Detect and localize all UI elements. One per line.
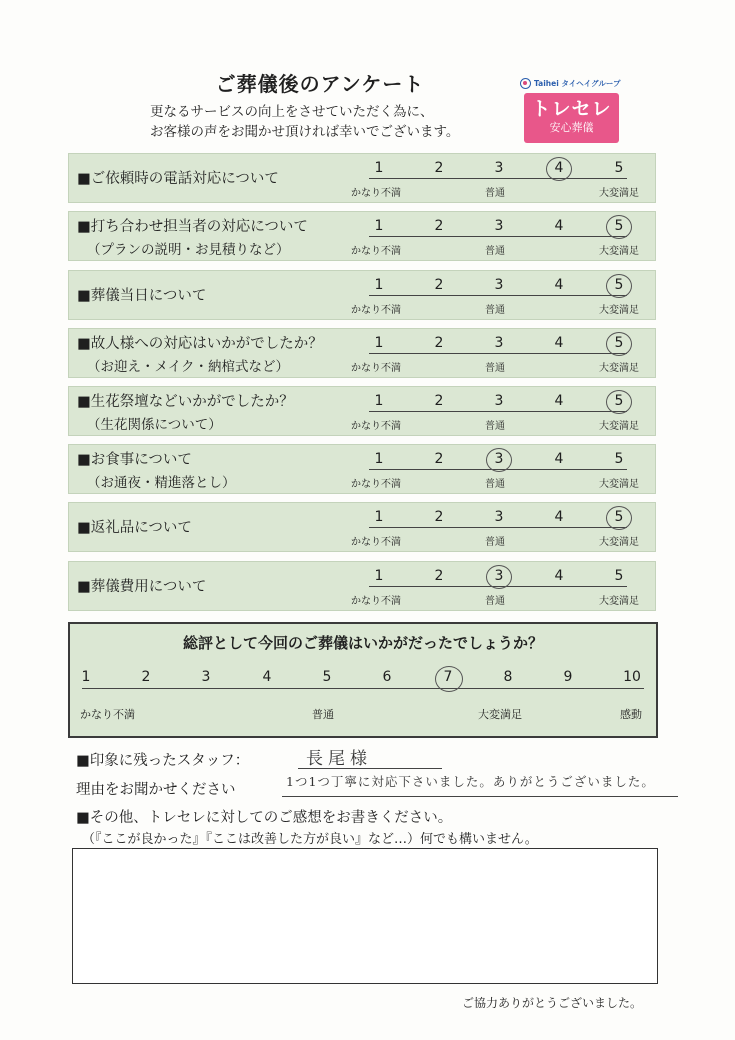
- brand-box: [524, 93, 619, 143]
- rating-scale-line: [369, 411, 627, 412]
- brand-name: トレセレ: [531, 98, 612, 120]
- overall-option-selected[interactable]: 7: [436, 669, 460, 685]
- rating-option-selected[interactable]: 5: [609, 509, 629, 525]
- scale-label-high: 大変満足: [599, 188, 639, 199]
- rating-scale-line: [369, 178, 627, 179]
- rating-scale-line: [369, 236, 627, 237]
- other-comments-label: ■その他、トレセレに対してのご感想をお書きください。: [76, 810, 453, 826]
- overall-question: 総評として今回のご葬儀はいかがだったでしょうか？: [182, 634, 543, 652]
- scale-label-low: かなり不満: [351, 246, 401, 257]
- rating-option[interactable]: 3: [494, 509, 504, 525]
- rating-option[interactable]: 4: [554, 393, 564, 409]
- brand-group: [520, 78, 626, 89]
- rating-option-selected[interactable]: 5: [609, 277, 629, 293]
- scale-label-mid: 普通: [485, 363, 505, 374]
- rating-option[interactable]: 4: [554, 568, 564, 584]
- overall-option[interactable]: 3: [201, 669, 211, 685]
- rating-option[interactable]: 4: [554, 451, 564, 467]
- question-label: ■葬儀費用について: [77, 579, 207, 595]
- overall-option[interactable]: 5: [322, 669, 332, 685]
- question-row: [68, 211, 656, 261]
- rating-option[interactable]: 1: [374, 568, 384, 584]
- staff-label: ■印象に残ったスタッフ：: [76, 753, 250, 769]
- question-row: [68, 270, 656, 320]
- rating-option-selected[interactable]: 5: [609, 218, 629, 234]
- rating-option[interactable]: 5: [614, 160, 624, 176]
- rating-option[interactable]: 4: [554, 218, 564, 234]
- staff-answer-field[interactable]: 長尾様: [298, 744, 442, 769]
- scale-label-low: かなり不満: [351, 596, 401, 607]
- scale-label-high: 大変満足: [599, 421, 639, 432]
- other-comments-note: （『ここが良かった』『ここは改善した方が良い』など…）何でも構いません。: [82, 832, 538, 847]
- overall-option[interactable]: 2: [141, 669, 151, 685]
- rating-option-selected[interactable]: 4: [549, 160, 569, 176]
- scale-label-high: 大変満足: [599, 537, 639, 548]
- overall-label-top: 感動: [620, 708, 642, 721]
- question-label: ■お食事について: [77, 452, 192, 468]
- rating-option[interactable]: 3: [494, 218, 504, 234]
- question-label: ■生花祭壇などいかがでしたか？: [77, 394, 294, 410]
- intro-line-1: 更なるサービスの向上をさせていただく為に、: [150, 104, 434, 120]
- rating-scale-line: [369, 353, 627, 354]
- question-text: [77, 449, 236, 495]
- scale-label-high: 大変満足: [599, 246, 639, 257]
- scale-label-high: 大変満足: [599, 363, 639, 374]
- scale-label-high: 大変満足: [599, 596, 639, 607]
- overall-rating-box: [68, 622, 658, 738]
- rating-option[interactable]: 1: [374, 393, 384, 409]
- question-label: ■ご依頼時の電話対応について: [77, 171, 279, 187]
- rating-option[interactable]: 1: [374, 218, 384, 234]
- rating-option[interactable]: 1: [374, 277, 384, 293]
- question-label: ■打ち合わせ担当者の対応について: [77, 219, 308, 235]
- question-row: [68, 386, 656, 436]
- scale-label-high: 大変満足: [599, 479, 639, 490]
- scale-label-low: かなり不満: [351, 479, 401, 490]
- question-sublabel: （プランの説明・お見積りなど）: [87, 242, 290, 258]
- rating-option-selected[interactable]: 5: [609, 393, 629, 409]
- scale-label-mid: 普通: [485, 537, 505, 548]
- scale-label-low: かなり不満: [351, 305, 401, 316]
- question-row: [68, 444, 656, 494]
- question-text: [77, 575, 206, 596]
- survey-title: ご葬儀後のアンケート: [215, 72, 425, 96]
- question-sublabel: （生花関係について）: [87, 417, 222, 433]
- brand-subtitle: 安心葬儀: [549, 121, 594, 134]
- rating-scale-line: [369, 295, 627, 296]
- rating-option[interactable]: 2: [434, 335, 444, 351]
- rating-option[interactable]: 3: [494, 335, 504, 351]
- scale-label-mid: 普通: [485, 305, 505, 316]
- scale-label-mid: 普通: [485, 479, 505, 490]
- rating-option[interactable]: 1: [374, 335, 384, 351]
- scale-label-low: かなり不満: [351, 363, 401, 374]
- rating-option[interactable]: 1: [374, 509, 384, 525]
- rating-option[interactable]: 2: [434, 160, 444, 176]
- rating-option[interactable]: 4: [554, 277, 564, 293]
- question-label: ■葬儀当日について: [77, 288, 207, 304]
- question-label: ■故人様への対応はいかがでしたか？: [77, 336, 323, 352]
- scale-label-mid: 普通: [485, 188, 505, 199]
- rating-option[interactable]: 3: [494, 160, 504, 176]
- scale-label-mid: 普通: [485, 421, 505, 432]
- rating-option-selected[interactable]: 5: [609, 335, 629, 351]
- scale-label-low: かなり不満: [351, 421, 401, 432]
- rating-option[interactable]: 1: [374, 451, 384, 467]
- question-sublabel: （お迎え・メイク・納棺式など）: [87, 359, 289, 375]
- overall-option[interactable]: 4: [262, 669, 272, 685]
- rating-option[interactable]: 3: [494, 277, 504, 293]
- question-row: [68, 328, 656, 378]
- rating-option[interactable]: 5: [614, 451, 624, 467]
- overall-option[interactable]: 10: [623, 669, 641, 685]
- rating-option-selected[interactable]: 3: [489, 568, 509, 584]
- brand-group-text: Taihei タイヘイグループ: [534, 79, 621, 88]
- rating-option[interactable]: 2: [434, 451, 444, 467]
- question-text: [77, 167, 279, 188]
- rating-option[interactable]: 2: [434, 218, 444, 234]
- rating-option[interactable]: 2: [434, 509, 444, 525]
- rating-option[interactable]: 2: [434, 277, 444, 293]
- rating-scale-line: [369, 527, 627, 528]
- reason-answer-field[interactable]: 1つ1つ丁寧に対応下さいました。ありがとうございました。: [282, 772, 678, 797]
- scale-label-low: かなり不満: [351, 537, 401, 548]
- question-text: [77, 333, 323, 379]
- question-sublabel: （お通夜・精進落とし）: [87, 475, 236, 491]
- overall-label-low: かなり不満: [80, 708, 135, 721]
- survey-intro: [150, 102, 459, 142]
- rating-option[interactable]: 2: [434, 568, 444, 584]
- overall-label-mid: 普通: [312, 708, 334, 721]
- question-row: [68, 153, 656, 203]
- scale-label-mid: 普通: [485, 596, 505, 607]
- overall-scale-line: [82, 688, 644, 689]
- rating-option[interactable]: 5: [614, 568, 624, 584]
- intro-line-2: お客様の声をお聞かせ頂ければ幸いでございます。: [150, 124, 460, 140]
- reason-label: 理由をお聞かせください: [76, 782, 236, 798]
- overall-label-high: 大変満足: [478, 708, 522, 721]
- overall-option[interactable]: 9: [563, 669, 573, 685]
- rating-option[interactable]: 3: [494, 393, 504, 409]
- rating-option-selected[interactable]: 3: [489, 451, 509, 467]
- comment-textarea[interactable]: [72, 848, 658, 984]
- overall-option[interactable]: 6: [382, 669, 392, 685]
- question-row: [68, 561, 656, 611]
- overall-option[interactable]: 8: [503, 669, 513, 685]
- question-label: ■返礼品について: [77, 520, 192, 536]
- overall-option[interactable]: 1: [81, 669, 91, 685]
- rating-option[interactable]: 1: [374, 160, 384, 176]
- question-row: [68, 502, 656, 552]
- question-text: [77, 516, 192, 537]
- scale-label-low: かなり不満: [351, 188, 401, 199]
- question-text: [77, 216, 308, 262]
- question-text: [77, 391, 294, 437]
- brand-logo: [520, 78, 626, 143]
- question-text: [77, 284, 206, 305]
- scale-label-mid: 普通: [485, 246, 505, 257]
- rating-option[interactable]: 4: [554, 509, 564, 525]
- rating-option[interactable]: 4: [554, 335, 564, 351]
- thanks-message: ご協力ありがとうございました。: [462, 996, 643, 1010]
- scale-label-high: 大変満足: [599, 305, 639, 316]
- rating-option[interactable]: 2: [434, 393, 444, 409]
- taihei-logo-icon: [520, 78, 531, 89]
